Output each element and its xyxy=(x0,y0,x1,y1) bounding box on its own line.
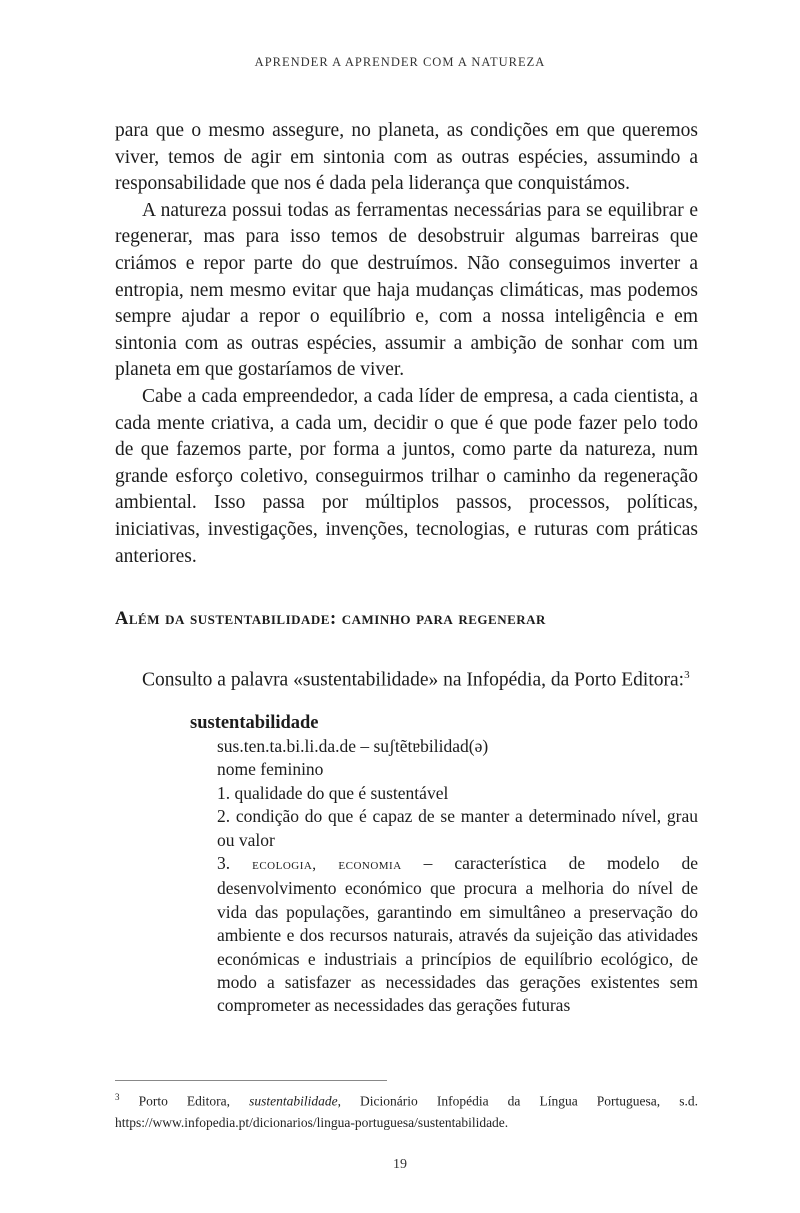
entry-pos: nome feminino xyxy=(217,759,324,780)
entry-body xyxy=(217,735,698,1018)
entry-headword: sustentabilidade xyxy=(190,713,319,733)
sense-3-number: 3. xyxy=(217,853,231,874)
running-head: APRENDER A APRENDER COM A NATUREZA xyxy=(254,55,546,69)
footnote-ref: 3 xyxy=(684,669,690,681)
footnote-rule xyxy=(115,1080,387,1081)
paragraph: A natureza possui todas as ferramentas necessárias para se equilibrar e regenerar, mas para isso temos de desobstruir algumas barreiras que criámos e repor parte do que destruímos. Não conseguimos inverter a entropia, nem mesmo evitar que haja mudanças climáticas, mas podemos sempre ajudar a repor o equilíbrio e, com a nossa inteligência e em sintonia com as outras espécies, assumir a ambição de sonhar com um planeta em que gostaríamos de viver. xyxy=(115,199,698,381)
footnote-before: Porto Editora, xyxy=(138,1093,231,1109)
section-heading: Além da sustentabilidade: caminho para regenerar xyxy=(115,609,546,629)
footnote-after: , Dicionário Infopédia da Língua Portuguesa, s.d. https://www.infopedia.pt/dicionarios/lingua-portuguesa/sustentabilidade. xyxy=(115,1093,699,1130)
page-number: 19 xyxy=(393,1157,407,1172)
entry-sense-1: 1. qualidade do que é sustentável xyxy=(217,782,449,803)
footnote-number: 3 xyxy=(115,1092,120,1102)
intro-text: Consulto a palavra «sustentabilidade» na Infopédia, da Porto Editora: xyxy=(142,669,685,691)
footnote xyxy=(115,1087,698,1133)
paragraph: para que o mesmo assegure, no planeta, as condições em que queremos viver, temos de agir em sintonia com as outras espécies, assumindo a responsabilidade que nos é dada pela liderança que conquistámos. xyxy=(115,120,698,195)
intro-line xyxy=(142,662,742,694)
entry-syllables: sus.ten.ta.bi.li.da.de – suʃtẽtɐbilidad(ə) xyxy=(217,736,489,756)
entry-sense-3 xyxy=(217,852,698,1018)
body-text xyxy=(115,118,698,570)
sense-3-domain: ecologia, economia xyxy=(252,857,402,874)
paragraph: Cabe a cada empreendedor, a cada líder de empresa, a cada cientista, a cada mente criativa, a cada um, decidir o que é que pode fazer pelo todo de que fazemos parte, por forma a juntos, como parte da natureza, num grande esforço coletivo, conseguirmos trilhar o caminho da regeneração ambiental. Isso passa por múltiplos passos, processos, políticas, iniciativas, investigações, invenções, tecnologias, e ruturas com práticas anteriores. xyxy=(115,385,698,567)
sense-3-text: – característica de modelo de desenvolvimento económico que procura a melhoria do nível de vida das populações, garantindo em simultâneo a preservação do ambiente e dos recursos naturais, através da sujeição das atividades económicas e industriais a princípios de equilíbrio ecológico, de modo a satisfazer as necessidades das gerações existentes sem comprometer as necessidades das gerações futuras xyxy=(217,853,699,1016)
footnote-title: sustentabilidade xyxy=(249,1093,338,1109)
entry-sense-2: 2. condição do que é capaz de se manter a determinado nível, grau ou valor xyxy=(217,806,698,850)
dictionary-entry xyxy=(190,711,698,1018)
